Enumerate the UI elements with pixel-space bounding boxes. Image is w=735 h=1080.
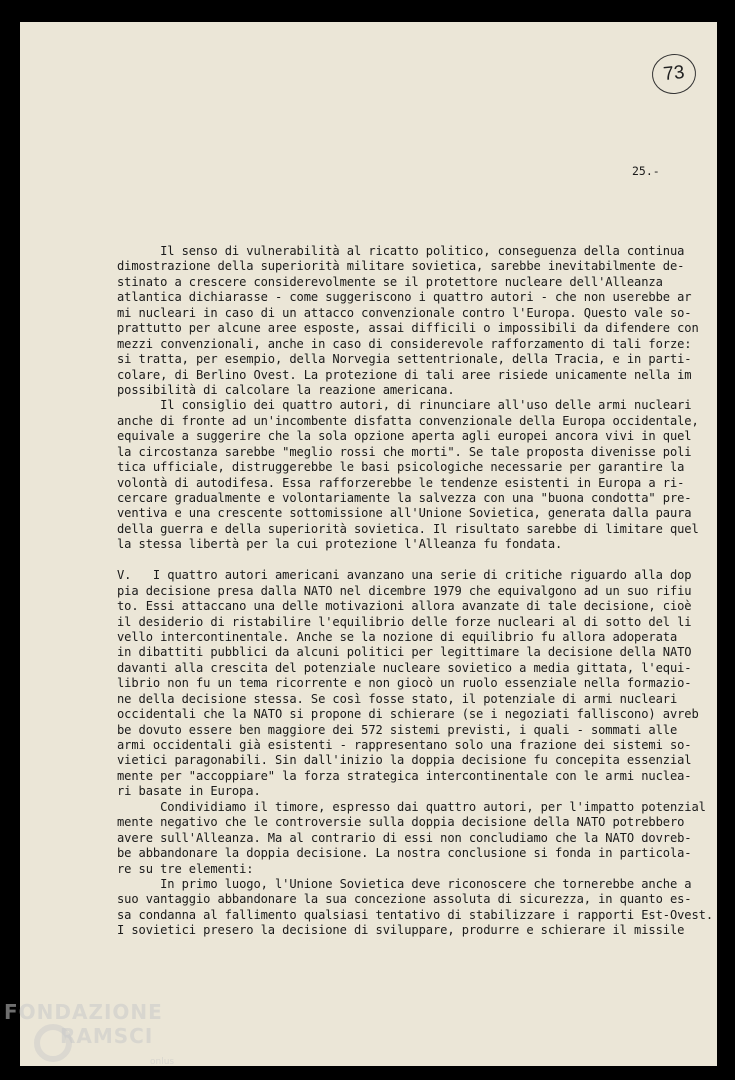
text-line: pia decisione presa dalla NATO nel dicembre 1979 che equivalgono ad un suo rifiu bbox=[117, 583, 692, 598]
text-line: avere sull'Alleanza. Ma al contrario di essi non concludiamo che la NATO dovreb- bbox=[117, 830, 692, 845]
text-line: vello intercontinentale. Anche se la nozione di equilibrio fu allora adoperata bbox=[117, 629, 678, 644]
text-line: stinato a crescere considerevolmente se il protettore nucleare dell'Alleanza bbox=[117, 274, 663, 289]
archive-stamp bbox=[650, 52, 698, 96]
text-line: In primo luogo, l'Unione Sovietica deve riconoscere che tornerebbe anche a bbox=[117, 876, 692, 891]
watermark-g-logo-icon bbox=[34, 1024, 72, 1062]
text-line: Il senso di vulnerabilità al ricatto politico, conseguenza della continua bbox=[117, 244, 685, 258]
text-line: dimostrazione della superiorità militare sovietica, sarebbe inevitabilmente de- bbox=[117, 259, 685, 274]
text-line: re su tre elementi: bbox=[117, 861, 254, 876]
text-line: mezzi convenzionali, anche in caso di considerevole rafforzamento di tali forze: bbox=[117, 336, 692, 351]
text-line: della guerra e della superiorità sovietica. Il risultato sarebbe di limitare quel bbox=[117, 521, 699, 536]
text-line: equivale a suggerire che la sola opzione aperta agli europei ancora vivi in quel bbox=[117, 429, 692, 444]
text-line: si tratta, per esempio, della Norvegia settentrionale, della Tracia, e in parti- bbox=[117, 352, 692, 367]
text-line: mente negativo che le controversie sulla doppia decisione della NATO potrebbero bbox=[117, 815, 685, 830]
watermark-line-2: RAMSCI bbox=[60, 1024, 154, 1048]
page-number: 25.- bbox=[632, 164, 660, 178]
text-line: ri basate in Europa. bbox=[117, 784, 261, 799]
stamp-number: 73 bbox=[662, 61, 686, 86]
text-line: atlantica dichiarasse - come suggeriscono i quattro autori - che non userebbe ar bbox=[117, 290, 692, 305]
text-line: volontà di autodifesa. Essa rafforzerebbe le tendenze esistenti in Europa a ri- bbox=[117, 475, 685, 490]
watermark-line-1: FONDAZIONE bbox=[4, 1000, 163, 1024]
text-line: suo vantaggio abbandonare la sua concezione assoluta di sicurezza, in quanto es- bbox=[117, 892, 692, 907]
text-line: I sovietici presero la decisione di sviluppare, produrre e schierare il missile bbox=[117, 923, 685, 938]
document-page bbox=[20, 22, 717, 1066]
text-line: Il consiglio dei quattro autori, di rinunciare all'uso delle armi nucleari bbox=[117, 398, 692, 413]
text-line: ne della decisione stessa. Se così fosse stato, il potenziale di armi nucleari bbox=[117, 691, 678, 706]
text-line: tica ufficiale, distruggerebbe le basi psicologiche necessarie per garantire la bbox=[117, 460, 685, 475]
text-line: prattutto per alcune aree esposte, assai difficili o impossibili da difendere con bbox=[117, 321, 699, 336]
text-line: be dovuto essere ben maggiore dei 572 sistemi previsti, i quali - sommati alle bbox=[117, 722, 678, 737]
text-line: Condividiamo il timore, espresso dai quattro autori, per l'impatto potenzial bbox=[117, 799, 706, 814]
text-line bbox=[117, 553, 697, 568]
text-line: in dibattiti pubblici da alcuni politici per legittimare la decisione della NATO bbox=[117, 645, 692, 660]
text-line: V. I quattro autori americani avanzano una serie di critiche riguardo alla dop bbox=[117, 568, 692, 583]
text-line: occidentali che la NATO si propone di schierare (se i negoziati falliscono) avreb bbox=[117, 707, 699, 722]
text-line: armi occidentali già esistenti - rappresentano solo una frazione dei sistemi so- bbox=[117, 738, 692, 752]
text-line: la circostanza sarebbe "meglio rossi che morti". Se tale proposta divenisse poli bbox=[117, 444, 692, 459]
body-text bbox=[117, 244, 714, 939]
watermark-line-3: onlus bbox=[150, 1057, 175, 1067]
text-line: librio non fu un tema ricorrente e non giocò un ruolo essenziale nella formazio- bbox=[117, 676, 692, 691]
text-line: cercare gradualmente e volontariamente la salvezza con una "buona condotta" pre- bbox=[117, 491, 692, 505]
text-line: possibilità di calcolare la reazione americana. bbox=[117, 382, 455, 397]
text-line: la stessa libertà per la cui protezione l'Alleanza fu fondata. bbox=[117, 537, 563, 552]
text-line: sa condanna al fallimento qualsiasi tentativo di stabilizzare i rapporti Est-Ovest. bbox=[117, 907, 714, 922]
text-line: be abbandonare la doppia decisione. La nostra conclusione si fonda in particola- bbox=[117, 846, 692, 861]
text-line: vietici paragonabili. Sin dall'inizio la doppia decisione fu concepita essenzial bbox=[117, 753, 692, 768]
text-line: davanti alla crescita del potenziale nucleare sovietico a media gittata, l'equi- bbox=[117, 660, 692, 675]
text-line: il desiderio di ristabilire l'equilibrio delle forze nucleari al di sotto del li bbox=[117, 614, 692, 629]
text-line: anche di fronte ad un'incombente disfatta convenzionale della Europa occidentale, bbox=[117, 413, 699, 428]
text-line: to. Essi attaccano una delle motivazioni allora avanzate di tale decisione, cioè bbox=[117, 599, 692, 614]
watermark bbox=[4, 1000, 175, 1067]
text-line: mi nucleari in caso di un attacco convenzionale contro l'Europa. Questo vale so- bbox=[117, 305, 692, 320]
text-line: ventiva e una crescente sottomissione all'Unione Sovietica, generata dalla paura bbox=[117, 506, 692, 521]
text-line: colare, di Berlino Ovest. La protezione di tali aree risiede unicamente nella im bbox=[117, 367, 692, 382]
text-line: mente per "accoppiare" la forza strategica intercontinentale con le armi nuclea- bbox=[117, 768, 692, 783]
